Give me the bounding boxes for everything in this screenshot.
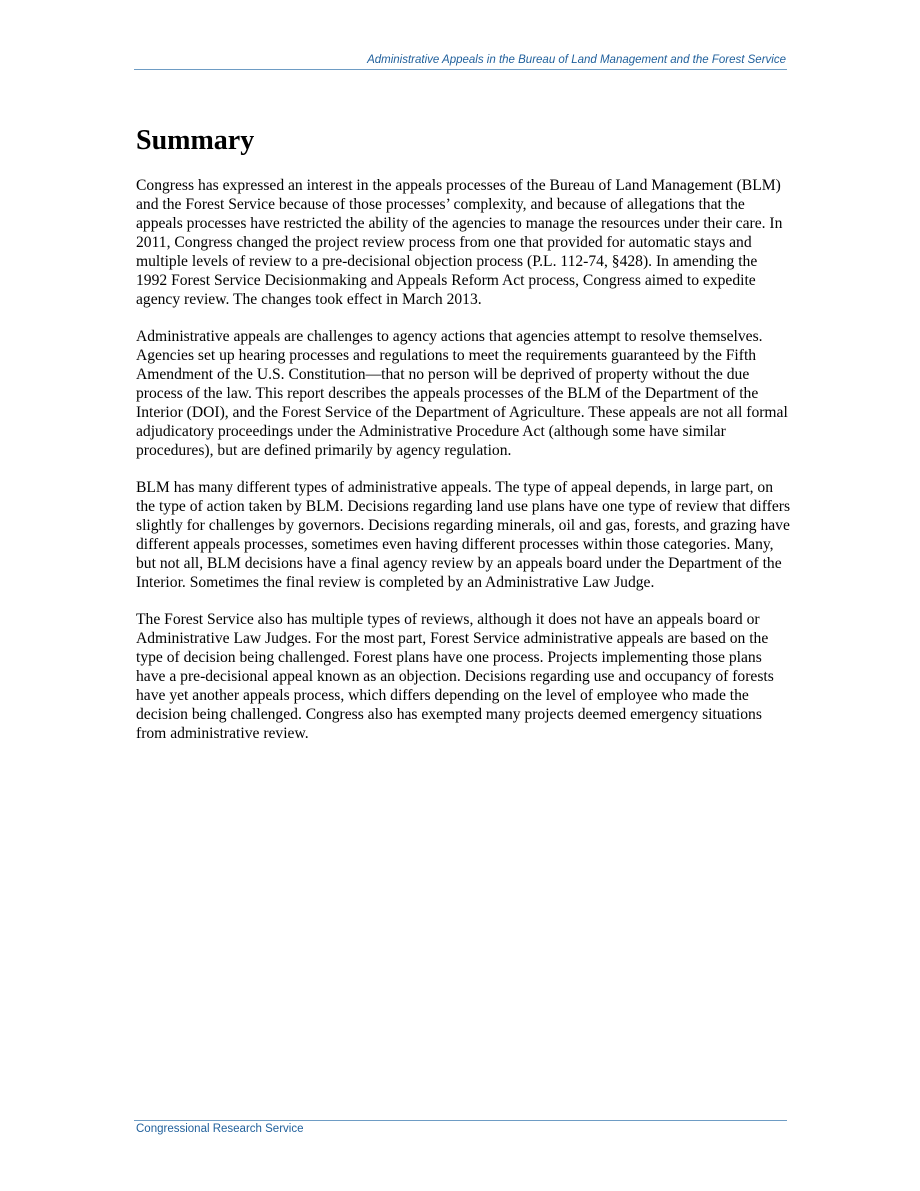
section-title: Summary — [136, 125, 255, 156]
paragraph-2: Administrative appeals are challenges to agency actions that agencies attempt to resolve themselves. Agencies set up hearing processes and regulations to meet the requirements guaranteed by the Fifth Amendment of the U.S. Constitution—that no person will be deprived of property without the due process of the law. This report describes the appeals processes of the BLM of the Department of the Interior (DOI), and the Forest Service of the Department of Agriculture. These appeals are not all formal adjudicatory proceedings under the Administrative Procedure Act (although some have similar procedures), but are defined primarily by agency regulation. — [136, 328, 788, 459]
paragraph-3: BLM has many different types of administrative appeals. The type of appeal depends, in large part, on the type of action taken by BLM. Decisions regarding land use plans have one type of review that differs slightly for challenges by governors. Decisions regarding minerals, oil and gas, forests, and grazing have different appeals processes, sometimes even having different processes within those categories. Many, but not all, BLM decisions have a final agency review by an appeals board under the Department of the Interior. Sometimes the final review is completed by an Administrative Law Judge. — [136, 479, 791, 591]
header-divider — [134, 69, 787, 70]
running-header: Administrative Appeals in the Bureau of Land Management and the Forest Service — [367, 54, 786, 66]
paragraph-1: Congress has expressed an interest in the appeals processes of the Bureau of Land Management (BLM) and the Forest Service because of those processes’ complexity, and because of allegations that the appeals processes have restricted the ability of the agencies to manage the resources under their care. In 2011, Congress changed the project review process from one that provided for automatic stays and multiple levels of review to a pre-decisional objection process (P.L. 112-74, §428). In amending the 1992 Forest Service Decisionmaking and Appeals Reform Act process, Congress aimed to expedite agency review. The changes took effect in March 2013. — [136, 177, 783, 308]
paragraph-4: The Forest Service also has multiple types of reviews, although it does not have an appeals board or Administrative Law Judges. For the most part, Forest Service administrative appeals are based on the type of decision being challenged. Forest plans have one process. Projects implementing those plans have a pre-decisional appeal known as an objection. Decisions regarding use and occupancy of forests have yet another appeals process, which differs depending on the level of employee who made the decision being challenged. Congress also has exempted many projects deemed emergency situations from administrative review. — [136, 611, 774, 742]
footer-organization: Congressional Research Service — [136, 1123, 304, 1135]
footer-divider — [134, 1120, 787, 1121]
summary-body — [136, 176, 792, 761]
